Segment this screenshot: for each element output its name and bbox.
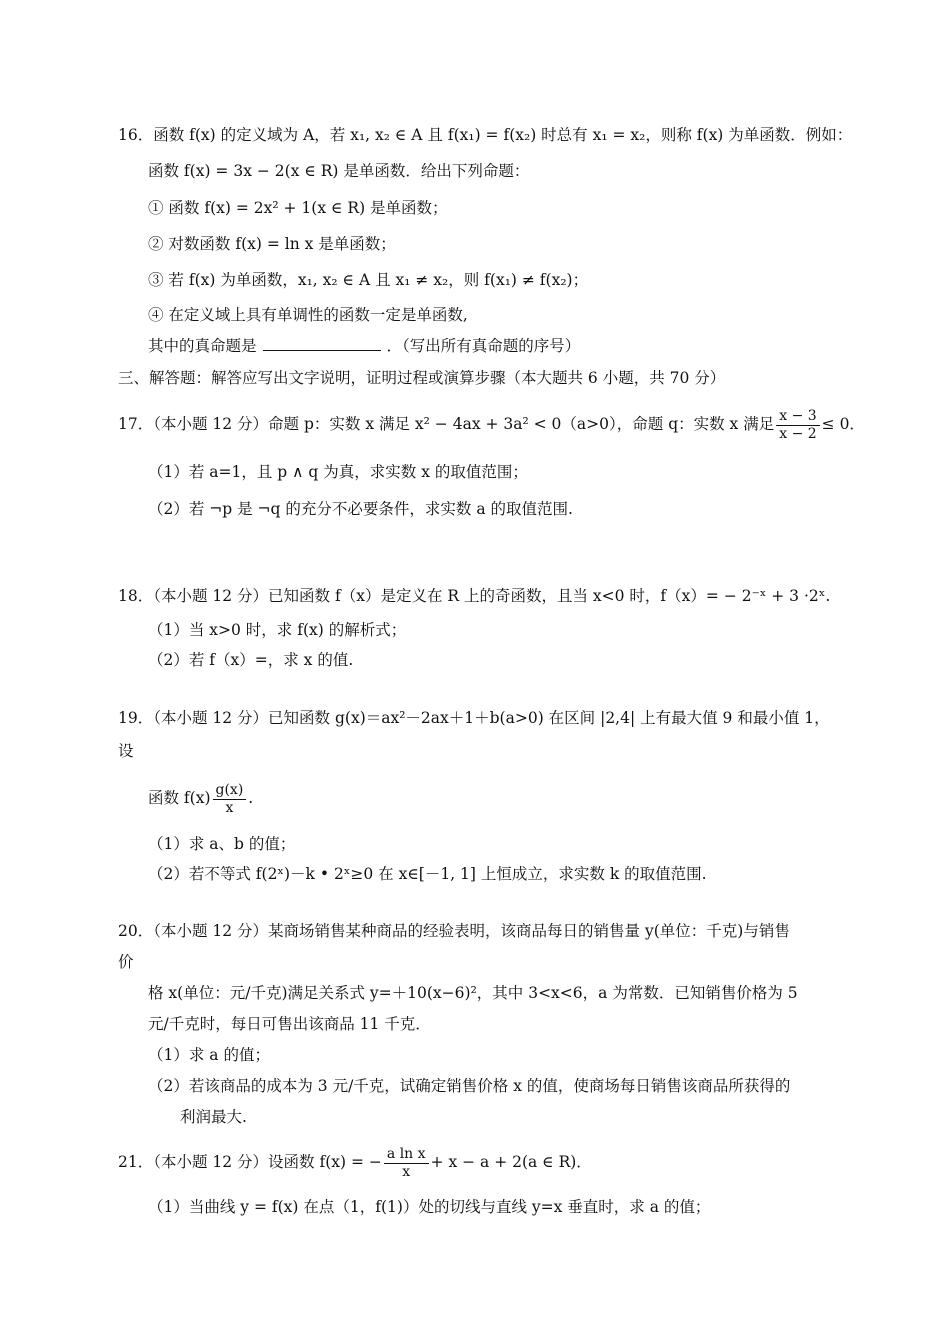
q20-part2-wrap: 利润最大. [180,1108,247,1126]
q21-frac-num: a ln x [384,1146,429,1164]
q18-part2: （2）若 f（x）=，求 x 的值. [148,651,354,669]
q16-answer-suffix: ．（写出所有真命题的序号） [386,337,581,355]
q18-stem: 18．（本小题 12 分）已知函数 f（x）是定义在 R 上的奇函数，且当 x<0 时，f（x）= − 2⁻ˣ + 3 ·2ˣ. [118,587,831,605]
q20-part1: （1）求 a 的值； [148,1046,270,1064]
section3-heading: 三、解答题：解答应写出文字说明，证明过程或演算步骤（本大题共 6 小题，共 70 分） [118,369,726,387]
q17-stem-a: 17．（本小题 12 分）命题 p：实数 x 满足 x² − 4ax + 3a² < 0（a>0），命题 q：实数 x 满足 [118,415,775,433]
q20-line2: 格 x(单位：元/千克)满足关系式 y=＋10(x−6)²，其中 3<x<6，a 为常数．已知销售价格为 5 [148,984,798,1002]
q19-fraction [213,782,247,817]
q16-answer-blank[interactable] [263,336,381,351]
q17-stem-b: ≤ 0． [821,415,865,433]
q19-function-def [148,776,253,820]
q19-stem: 19．（本小题 12 分）已知函数 g(x)＝ax²－2ax＋1＋b(a>0) 在区间 |2,4| 上有最大值 9 和最小值 1， [118,709,830,727]
q19-func-suffix: . [248,789,254,807]
q16-answer-line [148,336,580,356]
q17-fraction [776,408,819,443]
q18-part1: （1）当 x>0 时，求 f(x) 的解析式； [148,621,407,639]
q19-part2: （2）若不等式 f(2ˣ)－k • 2ˣ≥0 在 x∈[－1, 1] 上恒成立，求实数 k 的取值范围. [148,865,707,883]
q17-part2: （2）若 ¬p 是 ¬q 的充分不必要条件，求实数 a 的取值范围. [148,500,573,518]
q19-frac-den: x [225,799,234,816]
q16-proposition-2: ② 对数函数 f(x) = ln x 是单函数； [148,235,396,253]
q19-stem-wrap: 设 [118,742,134,760]
q17-frac-den: x − 2 [779,425,817,442]
q20-part2: （2）若该商品的成本为 3 元/千克，试确定销售价格 x 的值，使商场每日销售该商品所获得的 [148,1077,791,1095]
q16-proposition-3: ③ 若 f(x) 为单函数，x₁, x₂ ∈ A 且 x₁ ≠ x₂，则 f(x₁) ≠ f(x₂)； [148,271,589,289]
q21-part1: （1）当曲线 y = f(x) 在点（1，f(1)）处的切线与直线 y=x 垂直时，求 a 的值； [148,1198,711,1216]
q20-stem-wrap: 价 [118,953,134,971]
q21-stem-prefix: 21．（本小题 12 分）设函数 f(x) = − [118,1153,382,1171]
q17-stem [118,404,865,444]
q16-stem-line1: 16．函数 f(x) 的定义域为 A，若 x₁, x₂ ∈ A 且 f(x₁) = f(x₂) 时总有 x₁ = x₂，则称 f(x) 为单函数．例如： [118,126,853,144]
q16-stem-line2: 函数 f(x) = 3x − 2(x ∈ R) 是单函数．给出下列命题： [148,162,530,180]
q16-answer-prefix: 其中的真命题是 [148,337,257,355]
q20-line3: 元/千克时，每日可售出该商品 11 千克． [148,1015,431,1033]
q19-frac-num: g(x) [213,782,247,800]
q19-part1: （1）求 a、b 的值； [148,835,296,853]
q21-stem-suffix: + x − a + 2(a ∈ R)． [430,1153,592,1171]
q21-frac-den: x [402,1163,411,1180]
q20-stem: 20．（本小题 12 分）某商场销售某种商品的经验表明，该商品每日的销售量 y(单位：千克)与销售 [118,922,790,940]
q21-fraction [384,1146,429,1181]
q16-proposition-4: ④ 在定义域上具有单调性的函数一定是单函数, [148,306,468,324]
q21-stem [118,1140,592,1184]
q17-part1: （1）若 a=1，且 p ∧ q 为真，求实数 x 的取值范围； [148,463,528,481]
q19-func-prefix: 函数 f(x) [148,789,211,807]
q16-proposition-1: ① 函数 f(x) = 2x² + 1(x ∈ R) 是单函数； [148,199,448,217]
q17-frac-num: x − 3 [776,408,819,426]
